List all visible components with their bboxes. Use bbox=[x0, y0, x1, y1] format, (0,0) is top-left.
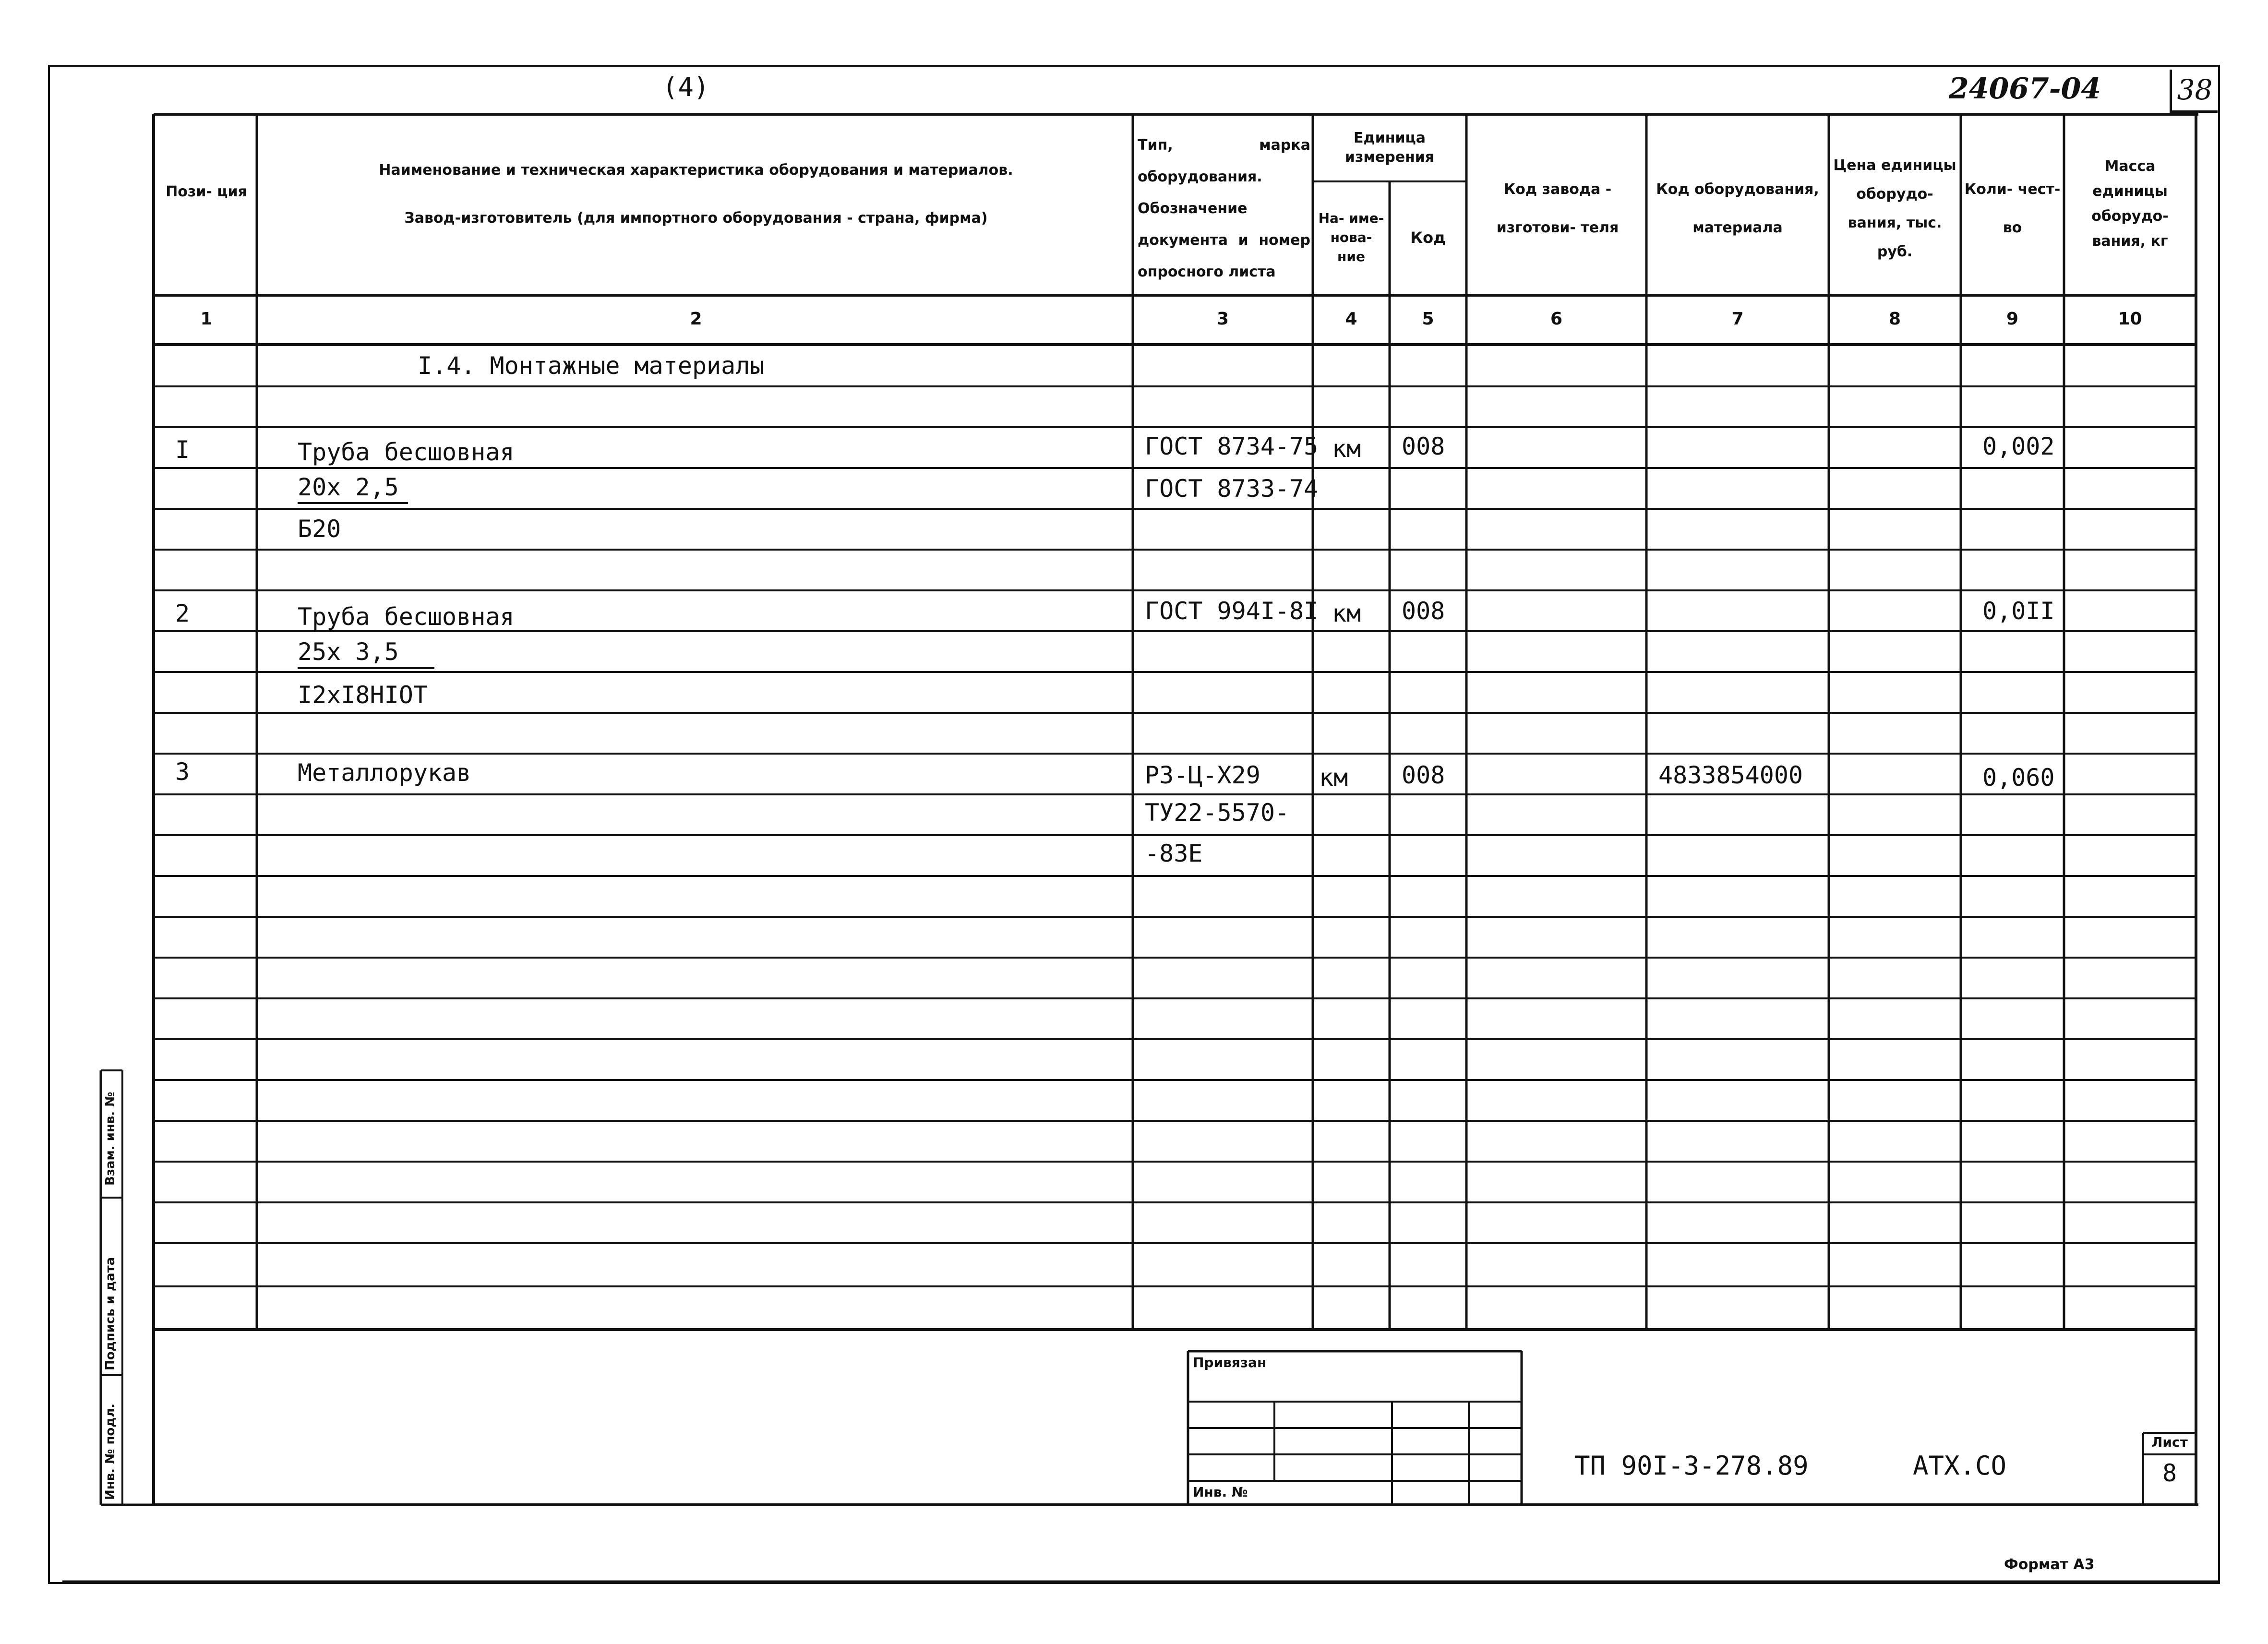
col-number: 5 bbox=[1422, 309, 1434, 329]
header-type: Тип, марка оборудования. Обозначение документа и номер опросного листа bbox=[1138, 137, 1310, 280]
header-name: Наименование и техническая характеристика оборудования и материалов. bbox=[379, 162, 1013, 179]
side-label-inv-podl: Инв. № подл. bbox=[103, 1403, 118, 1500]
header-unit-name: На- име- нова- ние bbox=[1318, 210, 1384, 264]
row-type: ГОСТ 8734-75 bbox=[1145, 432, 1319, 460]
stamp-sheet-label: Лист bbox=[2151, 1434, 2188, 1450]
row-qty: 0,002 bbox=[1982, 432, 2055, 460]
col-number: 7 bbox=[1731, 309, 1744, 329]
row-code: 008 bbox=[1402, 432, 1445, 460]
col-number: 3 bbox=[1216, 309, 1229, 329]
row-position: 3 bbox=[175, 758, 190, 786]
col-number: 9 bbox=[2006, 309, 2019, 329]
header-position: Пози- ция bbox=[166, 183, 247, 200]
col-number: 2 bbox=[690, 309, 702, 329]
row-name: 20х 2,5 bbox=[298, 473, 399, 501]
row-equip-code: 4833854000 bbox=[1658, 761, 1803, 789]
row-name: 25х 3,5 bbox=[298, 638, 399, 666]
header-name-2: Завод-изготовитель (для импортного оборудования - страна, фирма) bbox=[404, 210, 988, 227]
section-title: I.4. Монтажные материалы bbox=[418, 352, 765, 380]
stamp-privyazan: Привязан bbox=[1193, 1355, 1267, 1370]
col-number: 4 bbox=[1345, 309, 1357, 329]
stamp-doc-number: ТП 90I-3-278.89 bbox=[1574, 1451, 1809, 1481]
row-name: Б20 bbox=[298, 515, 341, 543]
row-position: I bbox=[175, 436, 190, 464]
header-mass: Масса единицы оборудо- вания, кг bbox=[2091, 158, 2169, 250]
header-equip-code: Код оборудования, материала bbox=[1656, 181, 1819, 236]
row-type: ТУ22-5570- bbox=[1145, 799, 1290, 827]
format-label: Формат А3 bbox=[2004, 1556, 2095, 1573]
col-number: 10 bbox=[2118, 309, 2142, 329]
sheet-number-top: 38 bbox=[2170, 70, 2218, 113]
page-marker: (4) bbox=[662, 72, 709, 102]
col-number: 1 bbox=[200, 309, 213, 329]
col-number: 6 bbox=[1550, 309, 1563, 329]
col-number: 8 bbox=[1888, 309, 1901, 329]
header-unit-code: Код bbox=[1410, 228, 1446, 247]
header-unit: Единица измерения bbox=[1344, 130, 1435, 166]
row-code: 008 bbox=[1402, 597, 1445, 625]
row-type: ГОСТ 994I-8I bbox=[1145, 597, 1319, 625]
row-unit: км bbox=[1332, 600, 1361, 627]
header-maker-code: Код завода - изготови- теля bbox=[1496, 181, 1619, 236]
row-unit: км bbox=[1332, 435, 1361, 463]
row-name: Труба бесшовная bbox=[298, 603, 515, 631]
row-name: I2хI8HIOT bbox=[298, 681, 428, 709]
row-qty: 0,060 bbox=[1982, 764, 2055, 792]
row-unit: км bbox=[1319, 764, 1348, 792]
header-price: Цена единицы оборудо- вания, тыс. руб. bbox=[1833, 157, 1956, 260]
row-type: ГОСТ 8733-74 bbox=[1145, 475, 1319, 503]
row-type: -83Е bbox=[1145, 840, 1203, 867]
stamp-sheet-value: 8 bbox=[2162, 1459, 2177, 1487]
stamp-inv-no: Инв. № bbox=[1193, 1484, 1248, 1500]
side-label-vzam: Взам. инв. № bbox=[103, 1092, 118, 1186]
row-position: 2 bbox=[175, 600, 190, 627]
doc-code-handwritten: 24067-04 bbox=[1949, 72, 2101, 106]
row-name: Труба бесшовная bbox=[298, 438, 515, 466]
side-label-podpis: Подпись и дата bbox=[103, 1257, 118, 1370]
row-type: Р3-Ц-Х29 bbox=[1145, 761, 1260, 789]
header-qty: Коли- чест- во bbox=[1964, 181, 2061, 236]
stamp-doc-code: АТХ.СО bbox=[1913, 1451, 2007, 1481]
row-name: Металлорукав bbox=[298, 759, 471, 787]
row-code: 008 bbox=[1402, 761, 1445, 789]
row-qty: 0,0II bbox=[1982, 597, 2055, 625]
